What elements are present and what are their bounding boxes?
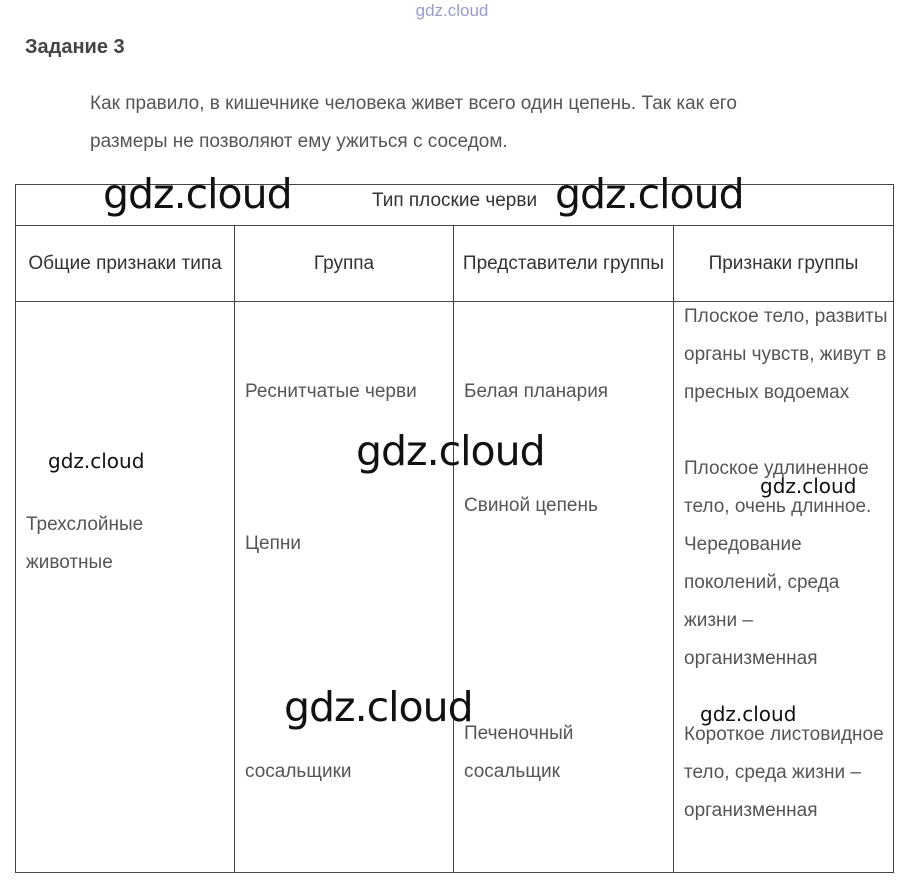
- common-signs-text: Трехслойные животные: [26, 514, 144, 573]
- watermark-overlay: gdz.cloud: [48, 449, 145, 473]
- watermark-top: gdz.cloud: [415, 1, 489, 20]
- column-header-group: Группа: [235, 226, 454, 302]
- watermark-overlay: gdz.cloud: [760, 474, 857, 498]
- group-signs-text: Плоское тело, развиты органы чувств, живут в пресных водоемах: [684, 306, 888, 403]
- representative-name: Белая планария: [464, 381, 609, 402]
- group-name: сосальщики: [245, 761, 352, 782]
- group-signs-text: Короткое листовидное тело, среда жизни – организменная: [684, 724, 884, 821]
- representative-name: Печеночный сосальщик: [464, 723, 574, 782]
- cell-representatives: [454, 302, 674, 873]
- watermark-overlay: gdz.cloud: [103, 170, 292, 218]
- group-name: Реснитчатые черви: [245, 381, 417, 402]
- paragraph-line-1: Как правило, в кишечнике человека живет всего один цепень. Так как его: [90, 93, 737, 114]
- paragraph-line-2: размеры не позволяют ему ужиться с соседом.: [90, 131, 508, 152]
- watermark-overlay: gdz.cloud: [284, 683, 473, 731]
- cell-common-signs: [16, 302, 235, 873]
- table-title: Тип плоские черви: [16, 185, 894, 226]
- column-header-group-signs: Признаки группы: [674, 226, 894, 302]
- task-title: Задание 3: [25, 36, 125, 58]
- group-signs-text: Плоское удлиненное тело, очень длинное. Чередование поколений, среда жизни – организменная: [684, 458, 872, 669]
- representative-name: Свиной цепень: [464, 495, 598, 516]
- cell-group-signs: [674, 302, 894, 873]
- column-header-common-signs: Общие признаки типа: [16, 226, 235, 302]
- watermark-overlay: gdz.cloud: [700, 702, 797, 726]
- column-header-representatives: Представители группы: [454, 226, 674, 302]
- flatworms-table: [15, 184, 894, 873]
- watermark-overlay: gdz.cloud: [356, 427, 545, 475]
- group-name: Цепни: [245, 533, 302, 554]
- cell-groups: [235, 302, 454, 873]
- watermark-overlay: gdz.cloud: [555, 170, 744, 218]
